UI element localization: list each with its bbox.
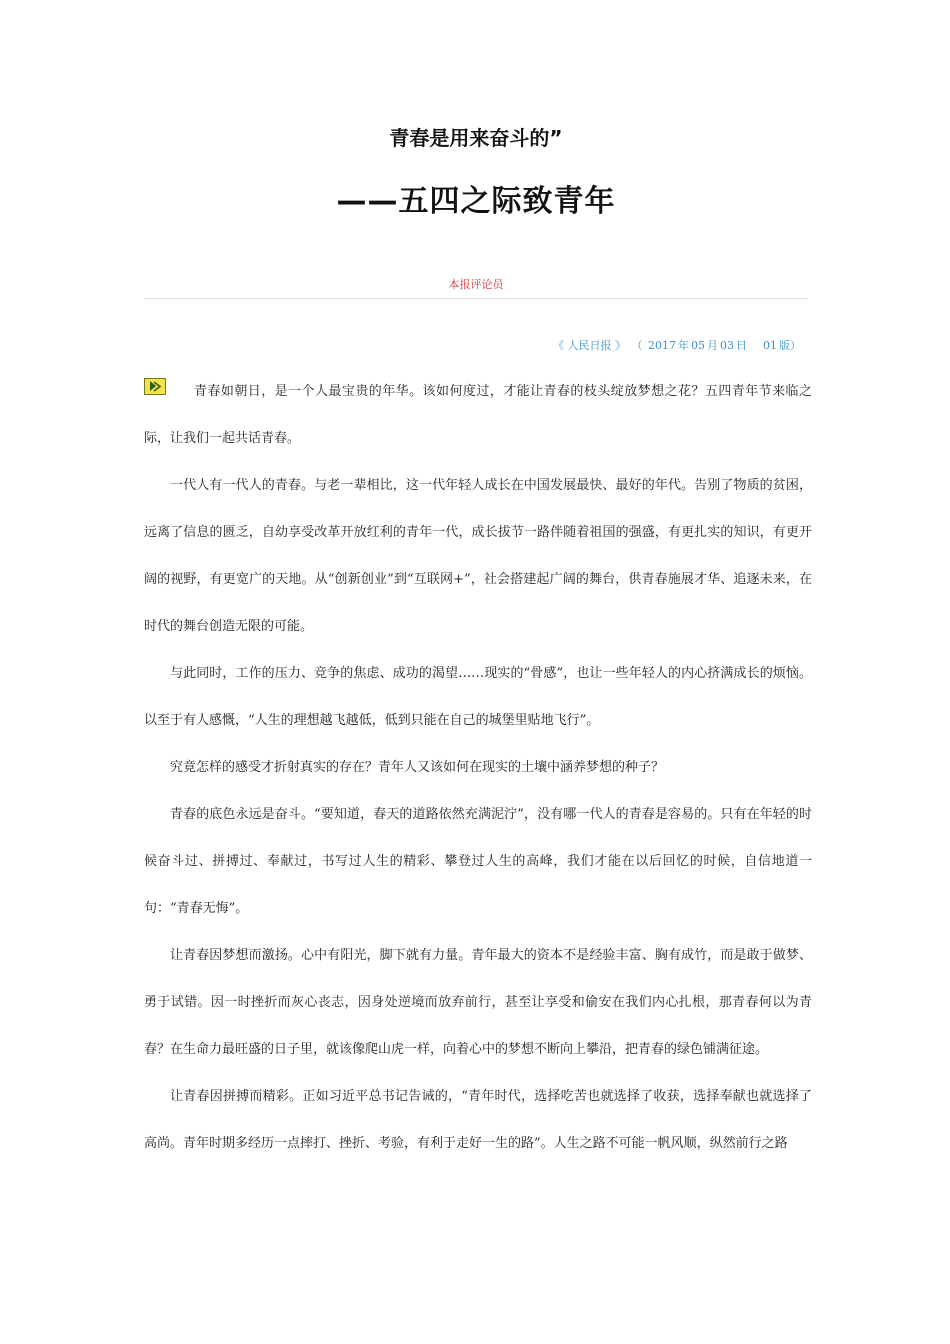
article-body	[144, 368, 812, 1167]
source-day-unit: 日	[736, 339, 747, 352]
paragraph: 让青春因拼搏而精彩。正如习近平总书记告诫的，“青年时代，选择吃苦也就选择了收获，选择奉献也就选择了高尚。青年时期多经历一点摔打、挫折、考验，有利于走好一生的路”。人生之路不可能一帆风顺，纵然前行之路	[144, 1089, 812, 1151]
paragraph: 青春的底色永远是奋斗。“要知道，春天的道路依然充满泥泞”，没有哪一代人的青春是容易的。只有在年轻的时候奋斗过、拼搏过、奉献过，书写过人生的精彩、攀登过人生的高峰，我们才能在以后回忆的时候，自信地道一句：“青春无悔”。	[144, 807, 812, 916]
article-subtitle: ——五四之际致青年	[336, 184, 616, 219]
source-day: 03	[720, 339, 734, 352]
source-month-unit: 月	[707, 339, 718, 352]
paragraph: 与此同时，工作的压力、竞争的焦虑、成功的渴望……现实的“骨感”，也让一些年轻人的内心挤满成长的烦恼。以至于有人感慨，“人生的理想越飞越低，低到只能在自己的城堡里贴地飞行”。	[144, 666, 812, 728]
source-edition-unit: 版）	[779, 339, 801, 352]
paragraph: 一代人有一代人的青春。与老一辈相比，这一代年轻人成长在中国发展最快、最好的年代。告别了物质的贫困，远离了信息的匮乏，自幼享受改革开放红利的青年一代，成长拔节一路伴随着祖国的强盛，有更扎实的知识，有更开阔的视野，有更宽广的天地。从“创新创业”到“互联网+”，社会搭建起广阔的舞台，供青春施展才华、追逐未来，在时代的舞台创造无限的可能。	[144, 478, 812, 634]
divider	[144, 298, 808, 299]
source-month: 05	[691, 339, 705, 352]
paragraph: 青春如朝日，是一个人最宝贵的年华。该如何度过，才能让青春的枝头绽放梦想之花？五四青年节来临之际，让我们一起共话青春。	[144, 384, 812, 446]
article-title: 青春是用来奋斗的”	[389, 126, 563, 150]
source-open-paren: （	[631, 339, 643, 352]
paragraph: 究竟怎样的感受才折射真实的存在？青年人又该如何在现实的土壤中涵养梦想的种子？	[170, 760, 665, 775]
paragraph: 让青春因梦想而激扬。心中有阳光，脚下就有力量。青年最大的资本不是经验丰富、胸有成竹，而是敢于做梦、勇于试错。因一时挫折而灰心丧志，因身处逆境而放弃前行，甚至让享受和偷安在我们内心扎根，那青春何以为青春？在生命力最旺盛的日子里，就该像爬山虎一样，向着心中的梦想不断向上攀沿，把青春的绿色铺满征途。	[144, 948, 812, 1057]
article-source	[552, 337, 802, 353]
source-year-unit: 年	[678, 339, 689, 352]
article-author: 本报评论员	[448, 278, 504, 291]
source-year: 2017	[648, 339, 676, 352]
source-publication[interactable]: 《 人民日报 》	[553, 339, 626, 352]
source-edition: 01	[763, 339, 777, 352]
